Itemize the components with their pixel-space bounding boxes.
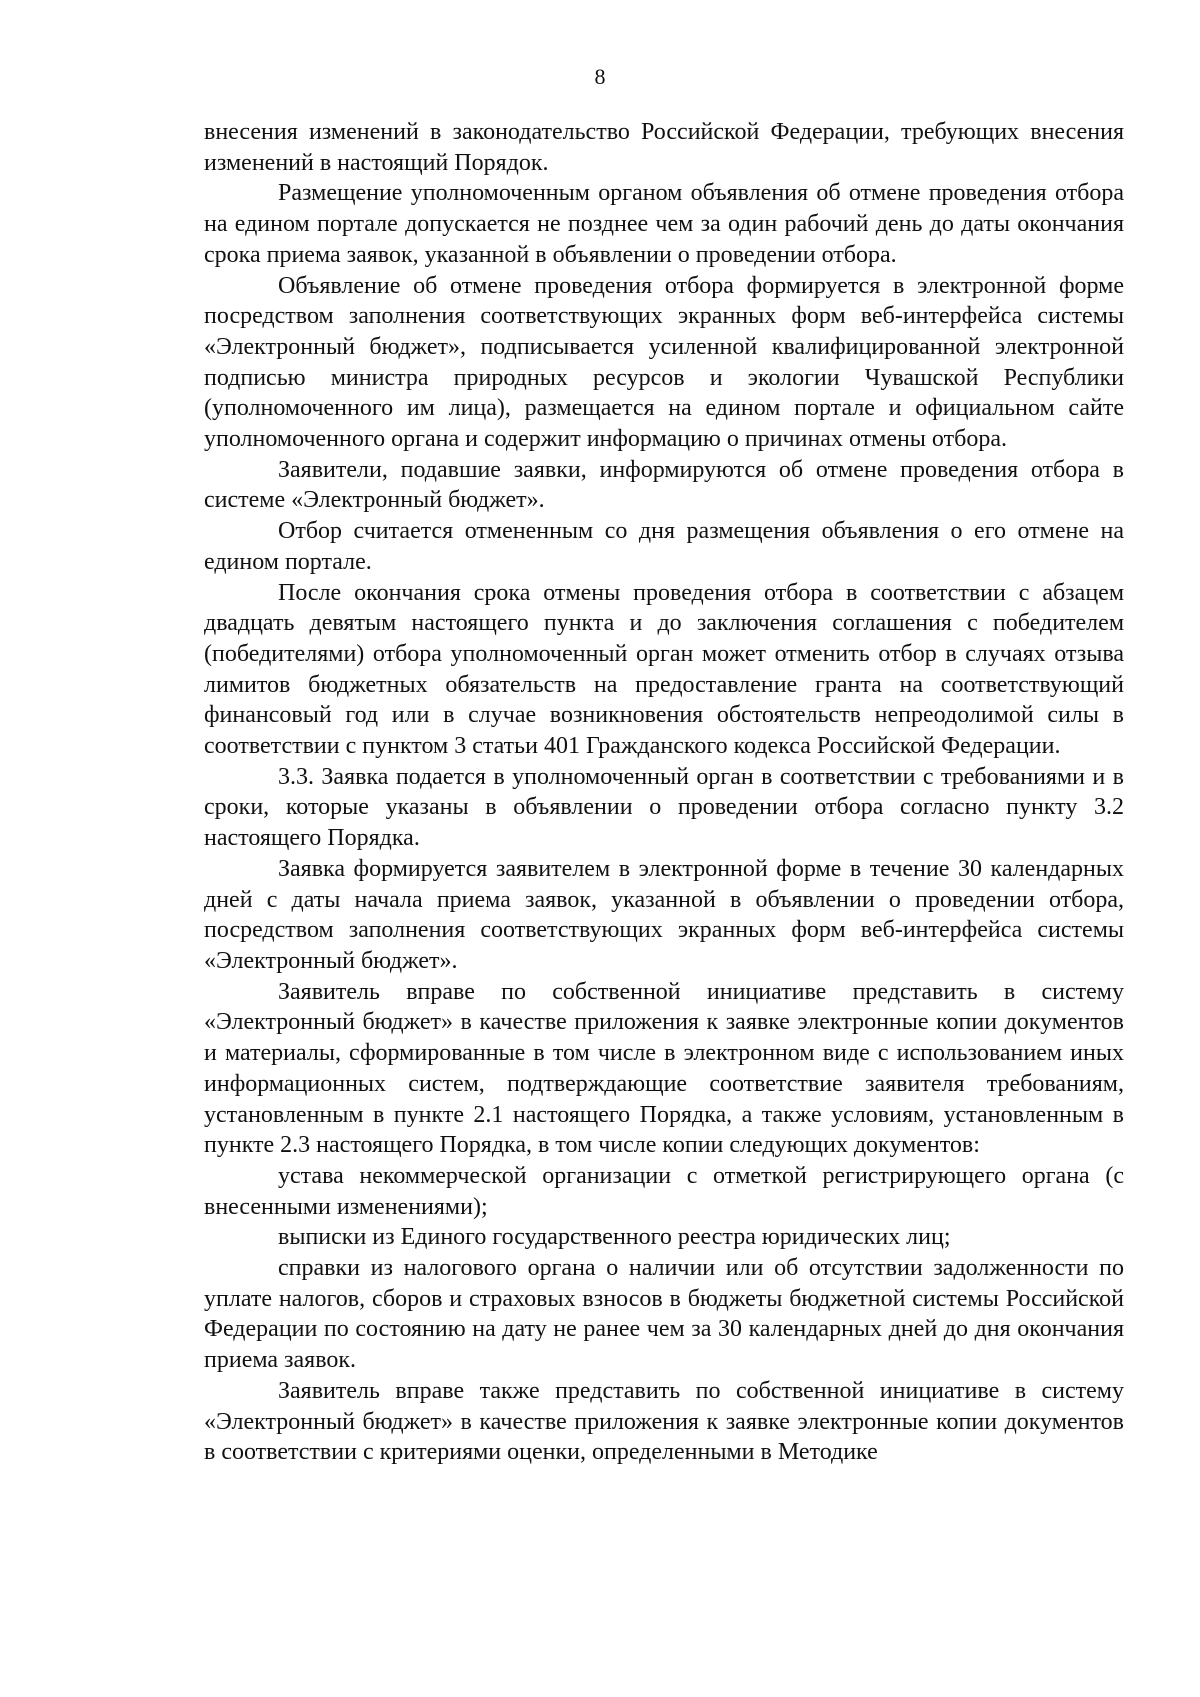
document-body [204,117,1124,1468]
paragraph-continuation: внесения изменений в законодательство Российской Федерации, требующих внесения изменений в настоящий Порядок. [204,119,1124,176]
paragraph: Заявитель вправе также представить по собственной инициативе в систему «Электронный бюджет» в качестве приложения к заявке электронные копии документов в соответствии с критериями оценки, определенными в Методике [204,1377,1124,1466]
paragraph: Отбор считается отмененным со дня размещения объявления о его отмене на едином портале. [204,518,1124,575]
paragraph: Заявители, подавшие заявки, информируются об отмене проведения отбора в системе «Электронный бюджет». [204,456,1124,514]
page-number: 8 [594,64,606,89]
paragraph: После окончания срока отмены проведения отбора в соответствии с абзацем двадцать девятым настоящего пункта и до заключения соглашения с победителем (победителями) отбора уполномоченный орган может отменить отбор в случаях отзыва лимитов бюджетных обязательств на предоставление гранта на соответствующий финансовый год или в случае возникновения обстоятельств непреодолимой силы в соответствии с пунктом 3 статьи 401 Гражданского кодекса Российской Федерации. [204,579,1124,760]
paragraph: Заявка формируется заявителем в электронной форме в течение 30 календарных дней с даты начала приема заявок, указанной в объявлении о проведении отбора, посредством заполнения соответствующих экранных форм веб-интерфейса системы «Электронный бюджет». [204,855,1124,974]
list-item-document: справки из налогового органа о наличии или об отсутствии задолженности по уплате налогов, сборов и страховых взносов в бюджеты бюджетной системы Российской Федерации по состоянию на дату не ранее чем за 30 календарных дней до дня окончания приема заявок. [204,1255,1124,1374]
list-item-document: устава некоммерческой организации с отметкой регистрирующего органа (с внесенными изменениями); [204,1162,1124,1220]
paragraph: Заявитель вправе по собственной инициативе представить в систему «Электронный бюджет» в качестве приложения к заявке электронные копии документов и материалы, сформированные в том числе в электронном виде с использованием иных информационных систем, подтверждающие соответствие заявителя требованиям, установленным в пункте 2.1 настоящего Порядка, а также условиям, установленным в пункте 2.3 настоящего Порядка, в том числе копии следующих документов: [204,978,1124,1159]
paragraph: Размещение уполномоченным органом объявления об отмене проведения отбора на едином портале допускается не позднее чем за один рабочий день до даты окончания срока приема заявок, указанной в объявлении о проведении отбора. [204,180,1124,268]
paragraph-section-3-3: 3.3. Заявка подается в уполномоченный орган в соответствии с требованиями и в сроки, которые указаны в объявлении о проведении отбора согласно пункту 3.2 настоящего Порядка. [204,763,1124,852]
paragraph: Объявление об отмене проведения отбора формируется в электронной форме посредством заполнения соответствующих экранных форм веб-интерфейса системы «Электронный бюджет», подписывается усиленной квалифицированной электронной подписью министра природных ресурсов и экологии Чувашской Республики (уполномоченного им лица), размещается на едином портале и официальном сайте уполномоченного органа и содержит информацию о причинах отмены отбора. [204,272,1124,453]
list-item-document: выписки из Единого государственного реестра юридических лиц; [278,1224,951,1251]
